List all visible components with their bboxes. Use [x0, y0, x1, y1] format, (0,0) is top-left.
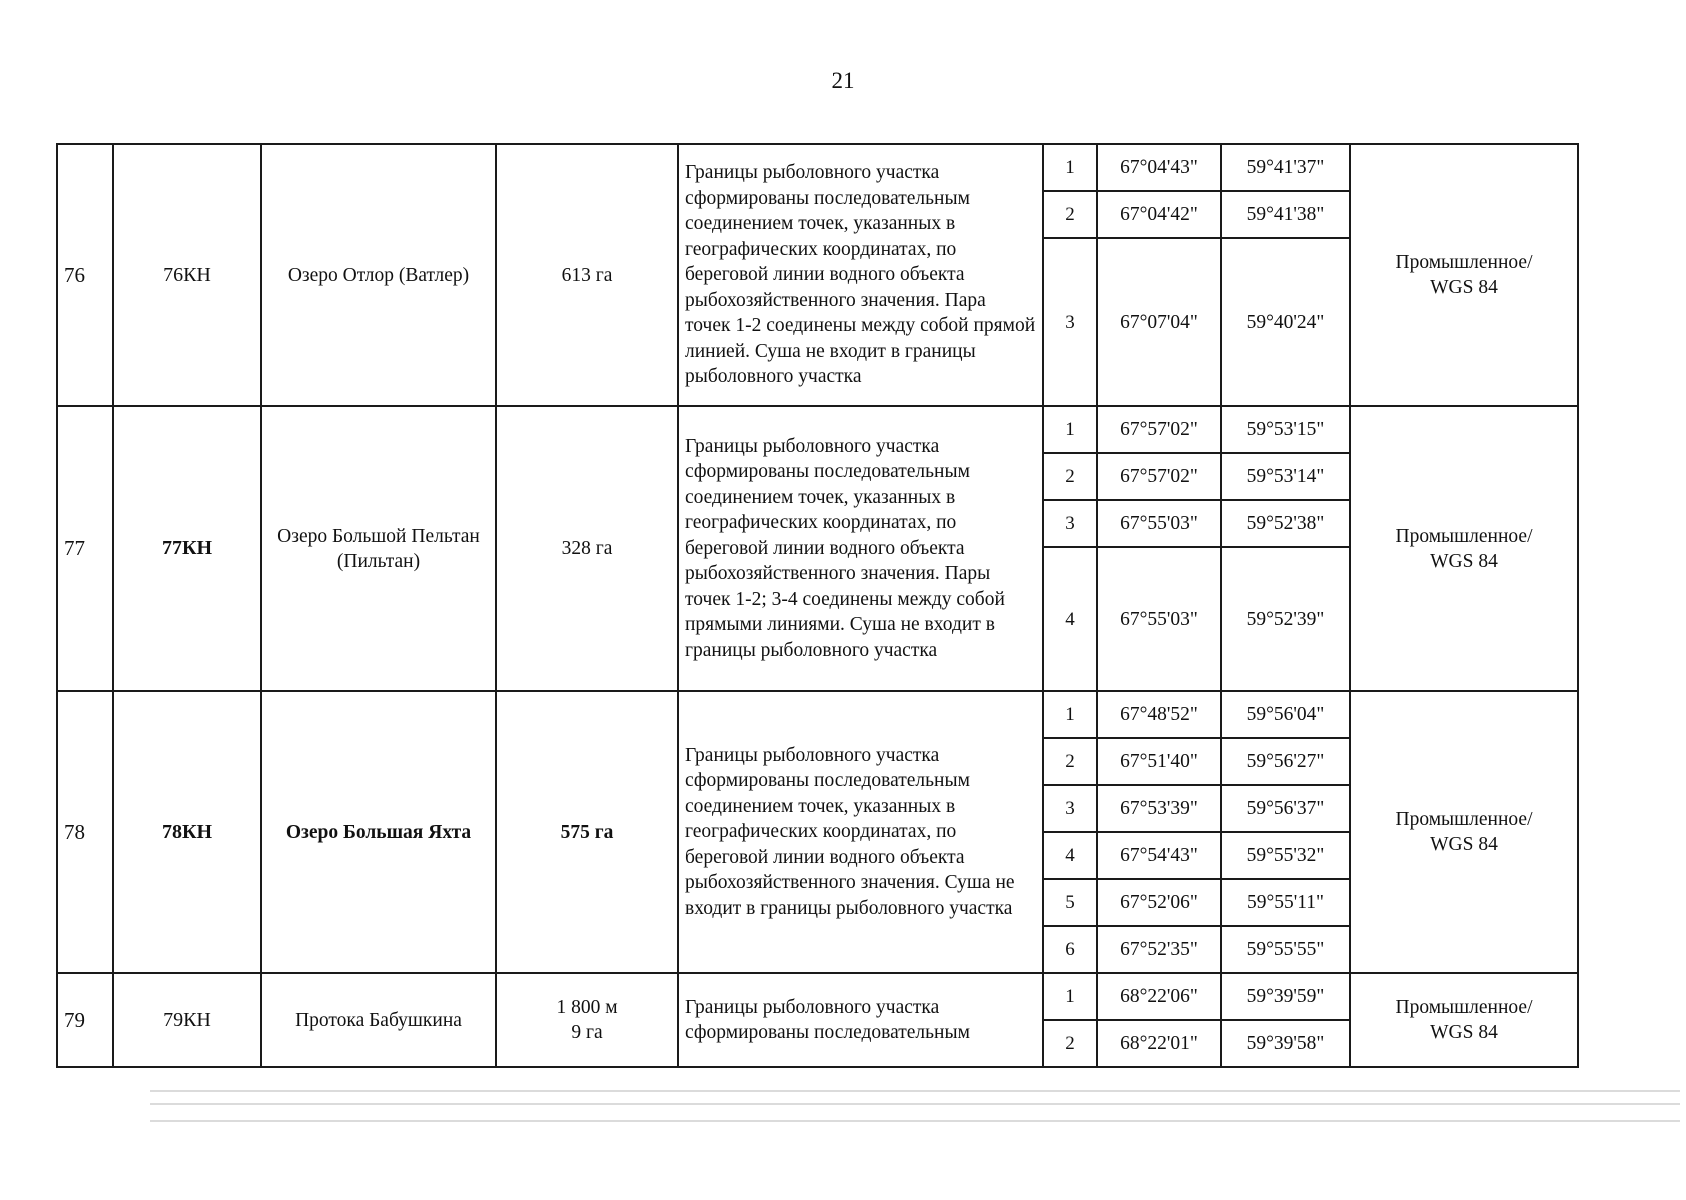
fishing-type: [1350, 973, 1578, 1067]
point-latitude: 67°51'40": [1097, 738, 1221, 785]
table-row: [57, 406, 1578, 453]
row-number: 77: [57, 406, 113, 691]
fishing-type-line: Промышленное/: [1395, 252, 1533, 273]
table-row: [57, 691, 1578, 738]
point-latitude: 68°22'06": [1097, 973, 1221, 1020]
area-size: [496, 691, 678, 973]
coordinate-system: WGS 84: [1430, 550, 1498, 572]
fishing-type-line: Промышленное/: [1395, 997, 1533, 1018]
water-body-name: Озеро Большой Пельтан (Пильтан): [261, 406, 496, 691]
coordinate-system: WGS 84: [1430, 834, 1498, 855]
point-number: 1: [1043, 144, 1097, 191]
coordinate-system: WGS 84: [1430, 1022, 1498, 1043]
point-longitude: 59°52'39": [1221, 547, 1350, 691]
area-size: [496, 406, 678, 691]
point-longitude: 59°55'11": [1221, 879, 1350, 926]
scan-artifact-line: [150, 1090, 1680, 1092]
point-number: 3: [1043, 785, 1097, 832]
area-size-line: 9 га: [571, 1022, 603, 1043]
point-latitude: 67°57'02": [1097, 453, 1221, 500]
area-code: 78КН: [113, 691, 261, 973]
point-latitude: 67°04'42": [1097, 191, 1221, 238]
point-number: 1: [1043, 691, 1097, 738]
area-code: 76КН: [113, 144, 261, 406]
point-longitude: 59°56'37": [1221, 785, 1350, 832]
point-longitude: 59°52'38": [1221, 500, 1350, 547]
fishing-type: [1350, 144, 1578, 406]
point-longitude: 59°56'27": [1221, 738, 1350, 785]
point-latitude: 67°55'03": [1097, 547, 1221, 691]
water-body-name: Озеро Отлор (Ватлер): [261, 144, 496, 406]
point-longitude: 59°55'32": [1221, 832, 1350, 879]
point-latitude: 67°52'06": [1097, 879, 1221, 926]
fishing-type-line: Промышленное/: [1395, 809, 1533, 830]
boundary-description: Границы рыболовного участка сформированы последовательным соединением точек, указанных в географических координатах, по береговой линии водного объекта рыбохозяйственного значения. Пары точек 1-2; 3-4 соединены между собой прямыми линиями. Суша не входит в границы рыболовного участка: [678, 406, 1043, 691]
point-latitude: 67°04'43": [1097, 144, 1221, 191]
page-number: 21: [831, 68, 855, 93]
point-latitude: 67°53'39": [1097, 785, 1221, 832]
point-number: 5: [1043, 879, 1097, 926]
point-latitude: 67°52'35": [1097, 926, 1221, 973]
point-longitude: 59°39'59": [1221, 973, 1350, 1020]
area-code: 77КН: [113, 406, 261, 691]
water-body-name: Озеро Большая Яхта: [261, 691, 496, 973]
point-longitude: 59°55'55": [1221, 926, 1350, 973]
point-longitude: 59°41'37": [1221, 144, 1350, 191]
point-number: 2: [1043, 453, 1097, 500]
point-longitude: 59°53'14": [1221, 453, 1350, 500]
point-latitude: 68°22'01": [1097, 1020, 1221, 1067]
point-number: 3: [1043, 500, 1097, 547]
fishing-type: [1350, 406, 1578, 691]
point-longitude: 59°39'58": [1221, 1020, 1350, 1067]
point-number: 2: [1043, 738, 1097, 785]
fishing-areas-table: [56, 143, 1579, 1068]
area-size: [496, 973, 678, 1067]
scan-artifact-line: [150, 1103, 1680, 1105]
scan-artifact-line: [150, 1120, 1680, 1122]
table-row: [57, 973, 1578, 1020]
point-latitude: 67°07'04": [1097, 238, 1221, 406]
point-number: 1: [1043, 406, 1097, 453]
point-number: 4: [1043, 832, 1097, 879]
fishing-type: [1350, 691, 1578, 973]
row-number: 79: [57, 973, 113, 1067]
point-longitude: 59°56'04": [1221, 691, 1350, 738]
point-latitude: 67°55'03": [1097, 500, 1221, 547]
point-number: 3: [1043, 238, 1097, 406]
point-latitude: 67°57'02": [1097, 406, 1221, 453]
boundary-description: Границы рыболовного участка сформированы последовательным: [678, 973, 1043, 1067]
row-number: 78: [57, 691, 113, 973]
point-number: 4: [1043, 547, 1097, 691]
area-size-line: 1 800 м: [556, 997, 618, 1018]
area-size: [496, 144, 678, 406]
point-number: 2: [1043, 191, 1097, 238]
area-size-line: 575 га: [560, 821, 614, 843]
point-longitude: 59°40'24": [1221, 238, 1350, 406]
boundary-description: Границы рыболовного участка сформированы последовательным соединением точек, указанных в географических координатах, по береговой линии водного объекта рыбохозяйственного значения. Суша не входит в границы рыболовного участка: [678, 691, 1043, 973]
fishing-type-line: Промышленное/: [1395, 525, 1533, 547]
boundary-description: Границы рыболовного участка сформированы последовательным соединением точек, указанных в географических координатах, по береговой линии водного объекта рыбохозяйственного значения. Пара точек 1-2 соединены между собой прямой линией. Суша не входит в границы рыболовного участка: [678, 144, 1043, 406]
point-latitude: 67°48'52": [1097, 691, 1221, 738]
point-latitude: 67°54'43": [1097, 832, 1221, 879]
point-longitude: 59°41'38": [1221, 191, 1350, 238]
table-row: [57, 144, 1578, 191]
coordinate-system: WGS 84: [1430, 277, 1498, 298]
point-number: 1: [1043, 973, 1097, 1020]
area-size-line: 328 га: [561, 538, 613, 559]
area-size-line: 613 га: [561, 264, 613, 286]
point-longitude: 59°53'15": [1221, 406, 1350, 453]
point-number: 2: [1043, 1020, 1097, 1067]
row-number: 76: [57, 144, 113, 406]
area-code: 79КН: [113, 973, 261, 1067]
water-body-name: Протока Бабушкина: [261, 973, 496, 1067]
point-number: 6: [1043, 926, 1097, 973]
